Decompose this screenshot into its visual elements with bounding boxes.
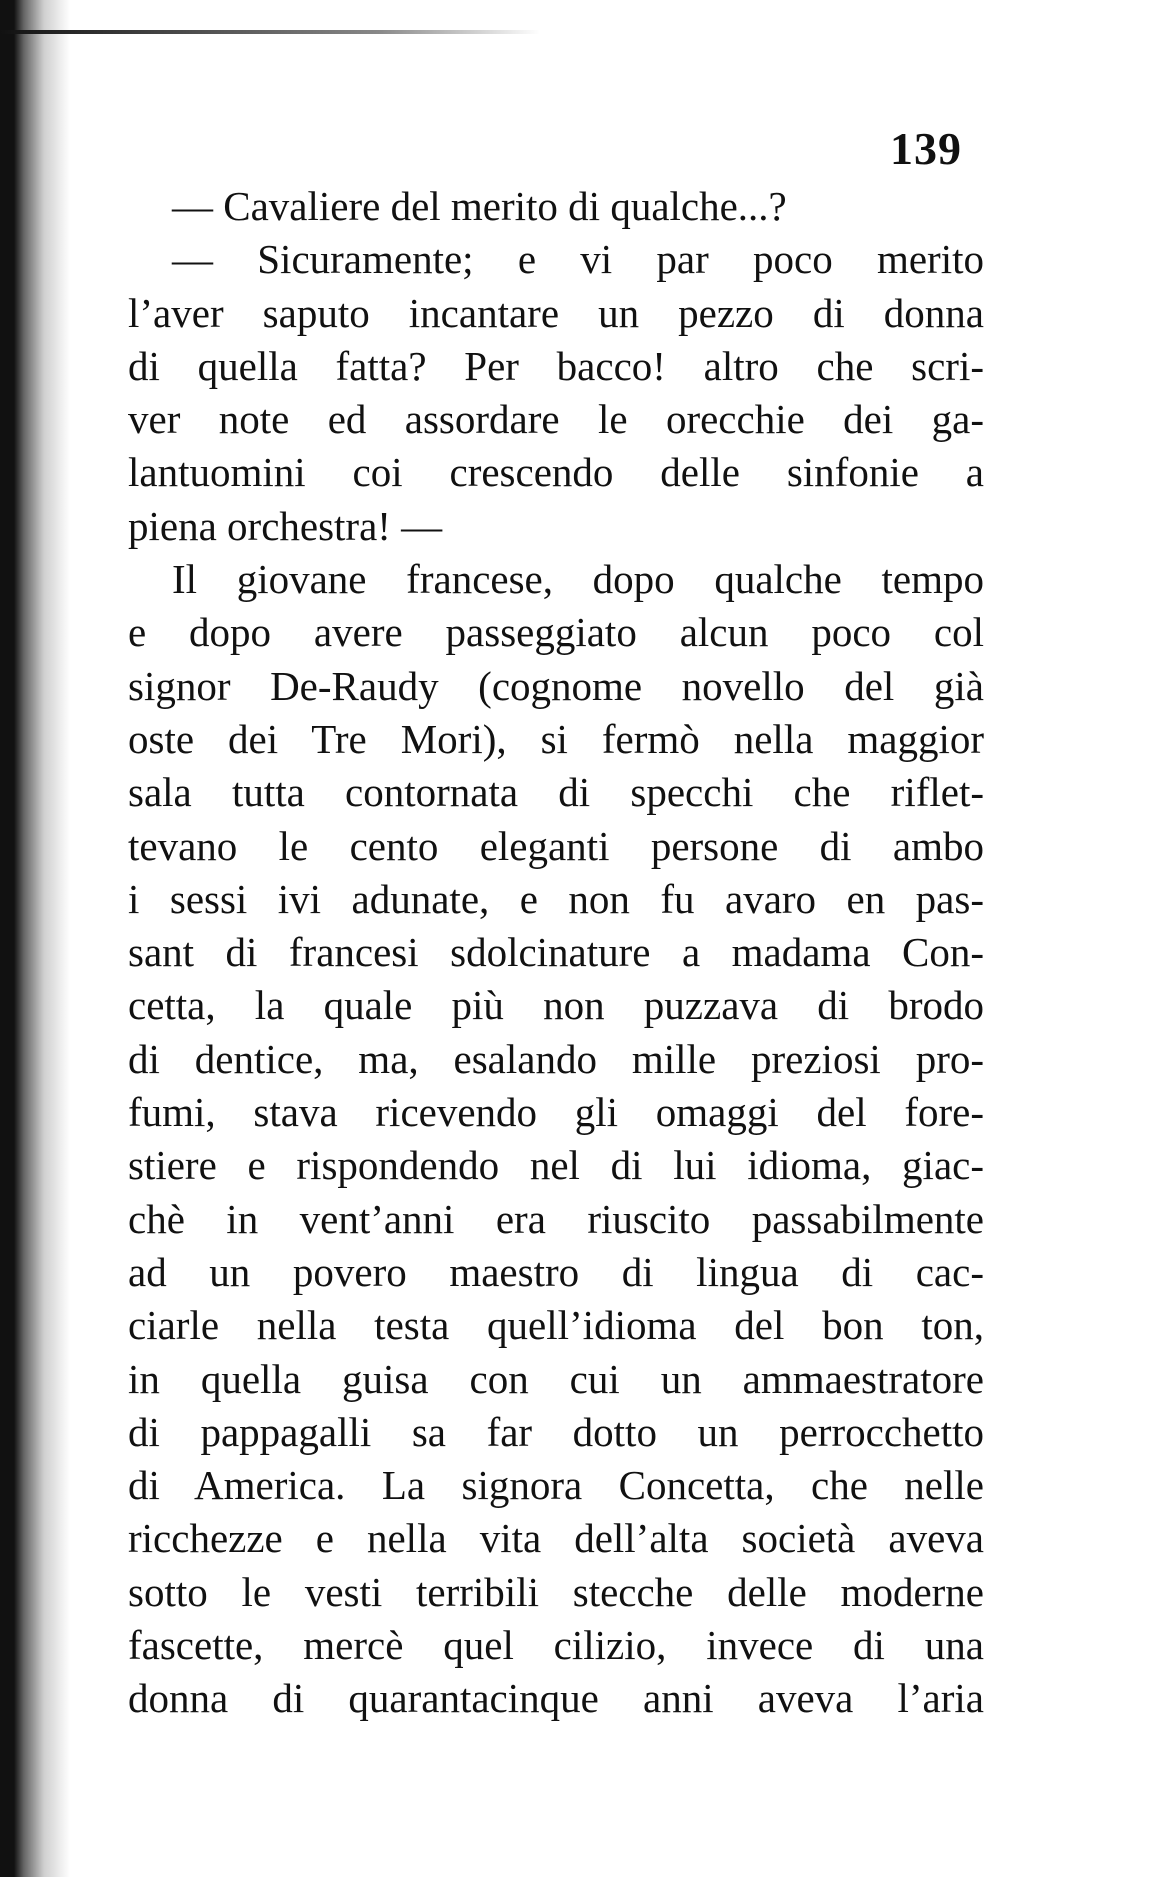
text-line: sant di francesi sdolcinature a madama Con- xyxy=(128,929,984,976)
text-line: oste dei Tre Mori), si fermò nella maggior xyxy=(128,715,984,762)
text-line: di dentice, ma, esalando mille preziosi pro- xyxy=(128,1035,984,1082)
text-line: tevano le cento eleganti persone di ambo xyxy=(128,822,984,869)
text-line: e dopo avere passeggiato alcun poco col xyxy=(128,609,984,656)
page-body xyxy=(128,180,984,1726)
text-line: di America. La signora Concetta, che nelle xyxy=(128,1462,984,1509)
page-top-edge xyxy=(0,30,540,34)
text-line: i sessi ivi adunate, e non fu avaro en pas- xyxy=(128,875,984,922)
text-line: lantuomini coi crescendo delle sinfonie a xyxy=(128,449,984,496)
text-line: ricchezze e nella vita dell’alta società aveva xyxy=(128,1515,984,1562)
text-line: in quella guisa con cui un ammaestratore xyxy=(128,1355,984,1402)
text-line: — Sicuramente; e vi par poco merito xyxy=(172,236,984,283)
text-line: cetta, la quale più non puzzava di brodo xyxy=(128,982,984,1029)
text-line: sala tutta contornata di specchi che riflet- xyxy=(128,769,984,816)
text-line: ad un povero maestro di lingua di cac- xyxy=(128,1248,984,1295)
text-line: l’aver saputo incantare un pezzo di donna xyxy=(128,289,984,336)
text-line: piena orchestra! — xyxy=(128,502,443,549)
text-line: donna di quarantacinque anni aveva l’aria xyxy=(128,1675,984,1722)
text-line: Il giovane francese, dopo qualche tempo xyxy=(172,556,984,603)
text-line: signor De-Raudy (cognome novello del già xyxy=(128,662,984,709)
text-line: sotto le vesti terribili stecche delle moderne xyxy=(128,1568,984,1615)
book-spine-shadow xyxy=(0,0,70,1877)
text-line: fumi, stava ricevendo gli omaggi del fore- xyxy=(128,1089,984,1136)
page-number: 139 xyxy=(890,123,962,174)
text-line: — Cavaliere del merito di qualche...? xyxy=(172,183,787,229)
text-line: stiere e rispondendo nel di lui idioma, giac- xyxy=(128,1142,984,1189)
text-line: di pappagalli sa far dotto un perrocchetto xyxy=(128,1408,984,1455)
text-line: di quella fatta? Per bacco! altro che scri- xyxy=(128,342,984,389)
text-line: ver note ed assordare le orecchie dei ga- xyxy=(128,396,984,443)
text-line: ciarle nella testa quell’idioma del bon ton, xyxy=(128,1302,984,1349)
text-line: fascette, mercè quel cilizio, invece di una xyxy=(128,1622,984,1669)
text-line: chè in vent’anni era riuscito passabilmente xyxy=(128,1195,984,1242)
